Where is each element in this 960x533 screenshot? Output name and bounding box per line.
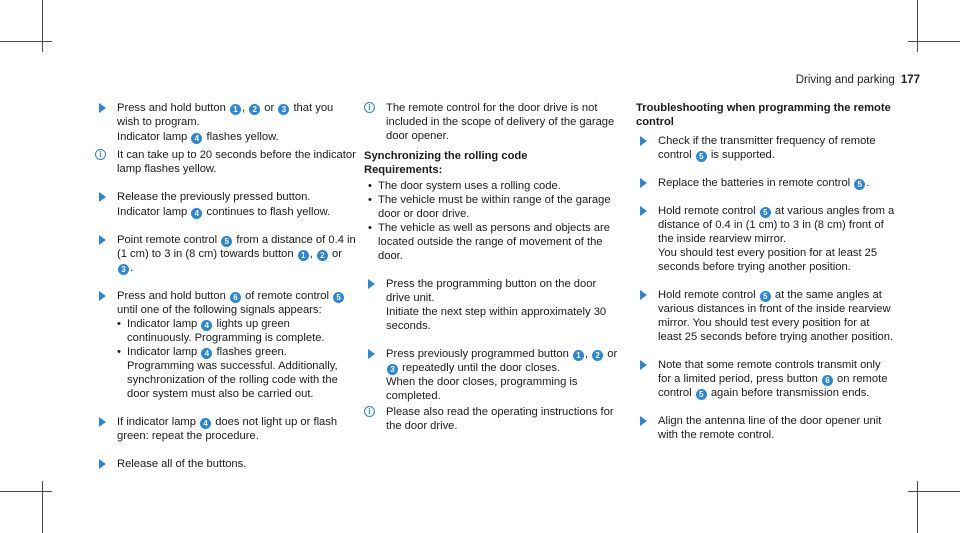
step: If indicator lamp 4 does not light up or flash green: repeat the procedure.: [95, 415, 357, 443]
section-heading: Troubleshooting when programming the remote control: [636, 102, 891, 128]
section-title: Driving and parking: [795, 74, 895, 86]
callout-4: 4: [201, 320, 212, 331]
callout-4: 4: [201, 348, 212, 359]
callout-4: 4: [191, 208, 202, 219]
step-arrow-icon: [368, 349, 375, 359]
callout-5: 5: [854, 179, 865, 190]
column-2: [364, 101, 620, 447]
crop-mark: [908, 41, 960, 42]
callout-1: 1: [573, 350, 584, 361]
callout-5: 5: [333, 292, 344, 303]
step: Point remote control 5 from a distance of 0.4 in (1 cm) to 3 in (8 cm) towards button 1 , 2 or 3 .: [95, 233, 357, 275]
step: Press previously programmed button 1 , 2 or 3 repeatedly until the door closes. When the door closes, programming is completed.: [364, 347, 620, 403]
crop-mark: [42, 481, 43, 533]
info-note: i Please also read the operating instructions for the door drive.: [364, 405, 620, 433]
callout-5: 5: [696, 389, 707, 400]
crop-mark: [42, 0, 43, 52]
step: Press and hold button 6 of remote control 5 until one of the following signals appears: • Indicator lamp 4 lights up green continuously. Programming is complete. • Indicator lamp 4 flashes green. Programming was successful. Additionally, synchronization of the rolling code with the door system must also be carried out.: [95, 289, 357, 401]
callout-2: 2: [249, 104, 260, 115]
step: Press the programming button on the door drive unit. Initiate the next step within approximately 30 seconds.: [364, 277, 620, 333]
step-arrow-icon: [640, 360, 647, 370]
info-note: i It can take up to 20 seconds before the indicator lamp flashes yellow.: [95, 148, 357, 176]
step-arrow-icon: [368, 279, 375, 289]
step: Replace the batteries in remote control 5 .: [636, 176, 896, 190]
requirements-list: [364, 179, 620, 263]
list-item: • Indicator lamp 4 lights up green continuously. Programming is complete.: [117, 317, 357, 345]
list-item: • Indicator lamp 4 flashes green. Programming was successful. Additionally, synchronization of the rolling code with the door system must also be carried out.: [117, 345, 357, 401]
list-item: • The vehicle as well as persons and objects are located outside the range of movement of the door.: [368, 221, 620, 263]
callout-5: 5: [696, 151, 707, 162]
list-item: • The vehicle must be within range of the garage door or door drive.: [368, 193, 620, 221]
info-icon: i: [364, 406, 375, 417]
page-number: 177: [900, 74, 920, 86]
step: Hold remote control 5 at the same angles at various distances in front of the inside rearview mirror. You should test every position for at least 25 seconds before trying another position.: [636, 288, 896, 344]
step-arrow-icon: [99, 417, 106, 427]
step: Note that some remote controls transmit only for a limited period, press button 6 on remote control 5 again before transmission ends.: [636, 358, 896, 400]
step-arrow-icon: [640, 136, 647, 146]
step-arrow-icon: [640, 290, 647, 300]
step: Press and hold button 1 , 2 or 3 that you wish to program. Indicator lamp 4 flashes yellow.: [95, 101, 357, 144]
callout-1: 1: [298, 250, 309, 261]
info-note: i The remote control for the door drive is not included in the scope of delivery of the garage door opener.: [364, 101, 620, 143]
step: Check if the transmitter frequency of remote control 5 is supported.: [636, 134, 896, 162]
callout-3: 3: [278, 104, 289, 115]
step-arrow-icon: [99, 459, 106, 469]
crop-mark: [917, 0, 918, 52]
step-arrow-icon: [640, 178, 647, 188]
step-arrow-icon: [99, 291, 106, 301]
step-arrow-icon: [99, 235, 106, 245]
crop-mark: [0, 491, 52, 492]
callout-2: 2: [592, 350, 603, 361]
section-heading: Synchronizing the rolling code: [364, 150, 528, 162]
list-item: • The door system uses a rolling code.: [368, 179, 620, 193]
callout-5: 5: [760, 291, 771, 302]
callout-3: 3: [118, 264, 129, 275]
step-arrow-icon: [99, 192, 106, 202]
info-icon: i: [364, 102, 375, 113]
step-arrow-icon: [99, 103, 106, 113]
step-arrow-icon: [640, 206, 647, 216]
step: Release the previously pressed button. Indicator lamp 4 continues to flash yellow.: [95, 190, 357, 219]
crop-mark: [917, 481, 918, 533]
info-icon: i: [95, 149, 106, 160]
step: Align the antenna line of the door opener unit with the remote control.: [636, 414, 896, 442]
callout-4: 4: [200, 418, 211, 429]
callout-6: 6: [230, 292, 241, 303]
step: Release all of the buttons.: [95, 457, 357, 471]
callout-5: 5: [221, 236, 232, 247]
step-arrow-icon: [640, 416, 647, 426]
column-3: [636, 101, 896, 456]
crop-mark: [908, 491, 960, 492]
column-1: [95, 101, 357, 485]
callout-5: 5: [760, 207, 771, 218]
callout-6: 6: [822, 375, 833, 386]
requirements-label: Requirements:: [364, 164, 443, 176]
callout-3: 3: [387, 364, 398, 375]
crop-mark: [0, 41, 52, 42]
callout-4: 4: [191, 133, 202, 144]
page-header: [796, 73, 920, 87]
step: Hold remote control 5 at various angles from a distance of 0.4 in (1 cm) to 3 in (8 cm) front of the inside rearview mirror. You should test every position for at least 25 seconds before trying another position.: [636, 204, 896, 274]
callout-2: 2: [317, 250, 328, 261]
callout-1: 1: [230, 104, 241, 115]
